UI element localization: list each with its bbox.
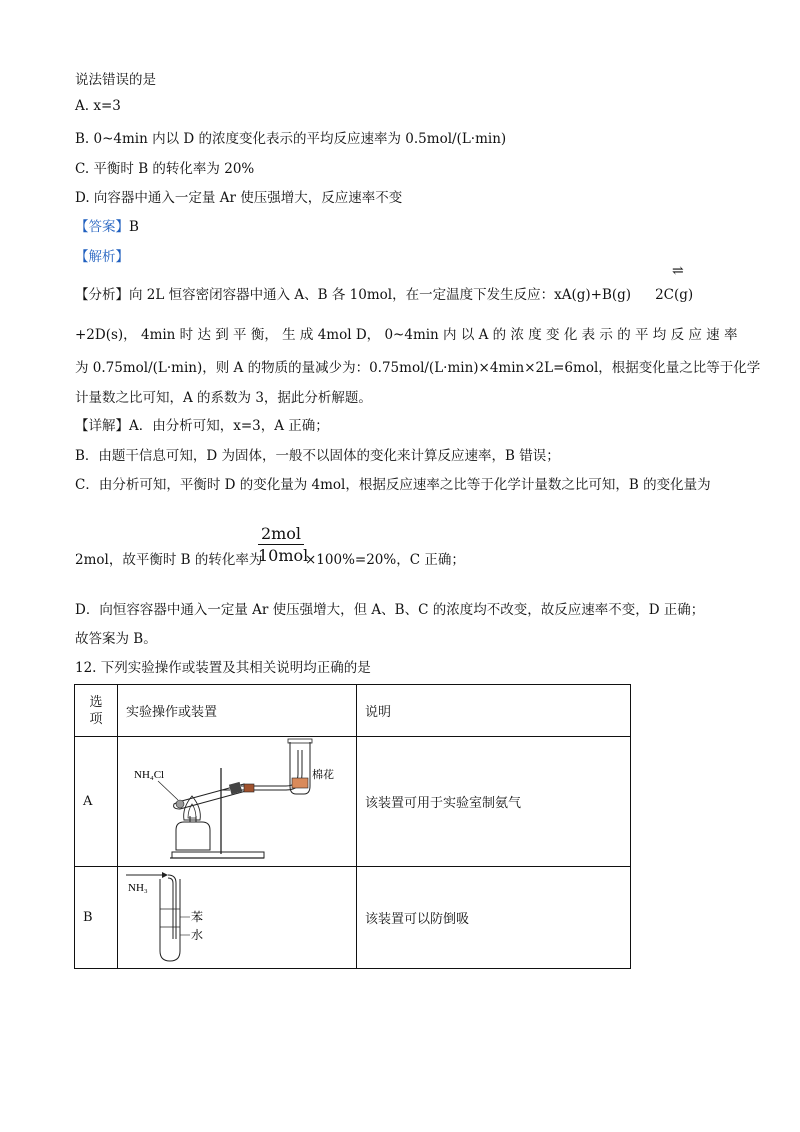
row-a-option: A	[75, 737, 118, 867]
analysis-label: 【解析】	[75, 249, 129, 265]
header-option: 选 项	[75, 685, 118, 737]
detail-b: B．由题干信息可知，D 为固体，一般不以固体的变化来计算反应速率，B 错误；	[75, 448, 560, 464]
table-row	[75, 867, 631, 969]
conclusion: 故答案为 B。	[75, 631, 157, 647]
fig-label-cotton: 棉花	[312, 768, 334, 781]
answer-label: 【答案】	[75, 219, 129, 235]
detail-a: 【详解】A．由分析可知，x=3，A 正确；	[75, 418, 329, 434]
equilibrium-arrow-icon: ⇌	[672, 263, 684, 279]
fenxi-line-2: +2D(s)， 4min 时 达 到 平 衡， 生 成 4mol D， 0~4min 内 以 A 的 浓 度 变 化 表 示 的 平 均 反 应 速 率	[75, 327, 738, 343]
fenxi-line-3: 为 0.75mol/(L·min)，则 A 的物质的量减少为：0.75mol/(L·min)×4min×2L=6mol，根据变化量之比等于化学	[75, 360, 761, 376]
detail-c-line-2-pre: 2mol，故平衡时 B 的转化率为	[75, 552, 263, 568]
table-header-row	[75, 685, 631, 737]
detail-d: D．向恒容容器中通入一定量 Ar 使压强增大，但 A、B、C 的浓度均不改变，故反应速率不变，D 正确；	[75, 602, 705, 618]
header-note: 说明	[357, 685, 631, 737]
row-b-note: 该装置可以防倒吸	[357, 867, 631, 969]
fenxi-text-1a: 【分析】向 2L 恒容密闭容器中通入 A、B 各 10mol，在一定温度下发生反应：xA(g)+B(g)	[75, 287, 632, 303]
answer-line	[75, 215, 139, 235]
fig-label-benzene: 苯	[191, 909, 204, 924]
row-b-figure-cell	[118, 867, 357, 969]
question-intro: 说法错误的是	[75, 72, 156, 88]
fraction-denominator: 10mol	[258, 546, 309, 565]
fraction-numerator: 2mol	[258, 524, 304, 545]
detail-c-line-1: C．由分析可知，平衡时 D 的变化量为 4mol，根据反应速率之比等于化学计量数之比可知，B 的变化量为	[75, 477, 711, 493]
fig-label-water: 水	[191, 927, 204, 942]
fraction	[258, 524, 309, 565]
table-row	[75, 737, 631, 867]
row-a-note: 该装置可用于实验室制氨气	[357, 737, 631, 867]
fig-label-nh3: NH₃	[128, 881, 148, 894]
row-a-figure-cell	[118, 737, 357, 867]
fenxi-line-4: 计量数之比可知，A 的系数为 3，据此分析解题。	[75, 390, 372, 406]
question-12-stem: 12. 下列实验操作或装置及其相关说明均正确的是	[75, 660, 371, 676]
fig-label-nh4cl: NH₄Cl	[134, 768, 165, 781]
fenxi-text-1b: 2C(g)	[655, 287, 694, 303]
question-12-table	[74, 684, 631, 969]
header-operation: 实验操作或装置	[118, 685, 357, 737]
option-a: A. x=3	[75, 98, 121, 114]
option-d: D. 向容器中通入一定量 Ar 使压强增大，反应速率不变	[75, 190, 403, 206]
row-b-option: B	[75, 867, 118, 969]
ammonia-generation-apparatus-figure	[126, 738, 356, 866]
option-c: C. 平衡时 B 的转化率为 20%	[75, 161, 255, 177]
fenxi-line-1	[75, 283, 693, 303]
option-b: B. 0~4min 内以 D 的浓度变化表示的平均反应速率为 0.5mol/(L·min)	[75, 131, 507, 147]
answer-value: B	[129, 219, 139, 235]
detail-c-line-2-post: ×100%=20%，C 正确；	[305, 552, 465, 568]
anti-suckback-apparatus-figure	[126, 869, 276, 967]
